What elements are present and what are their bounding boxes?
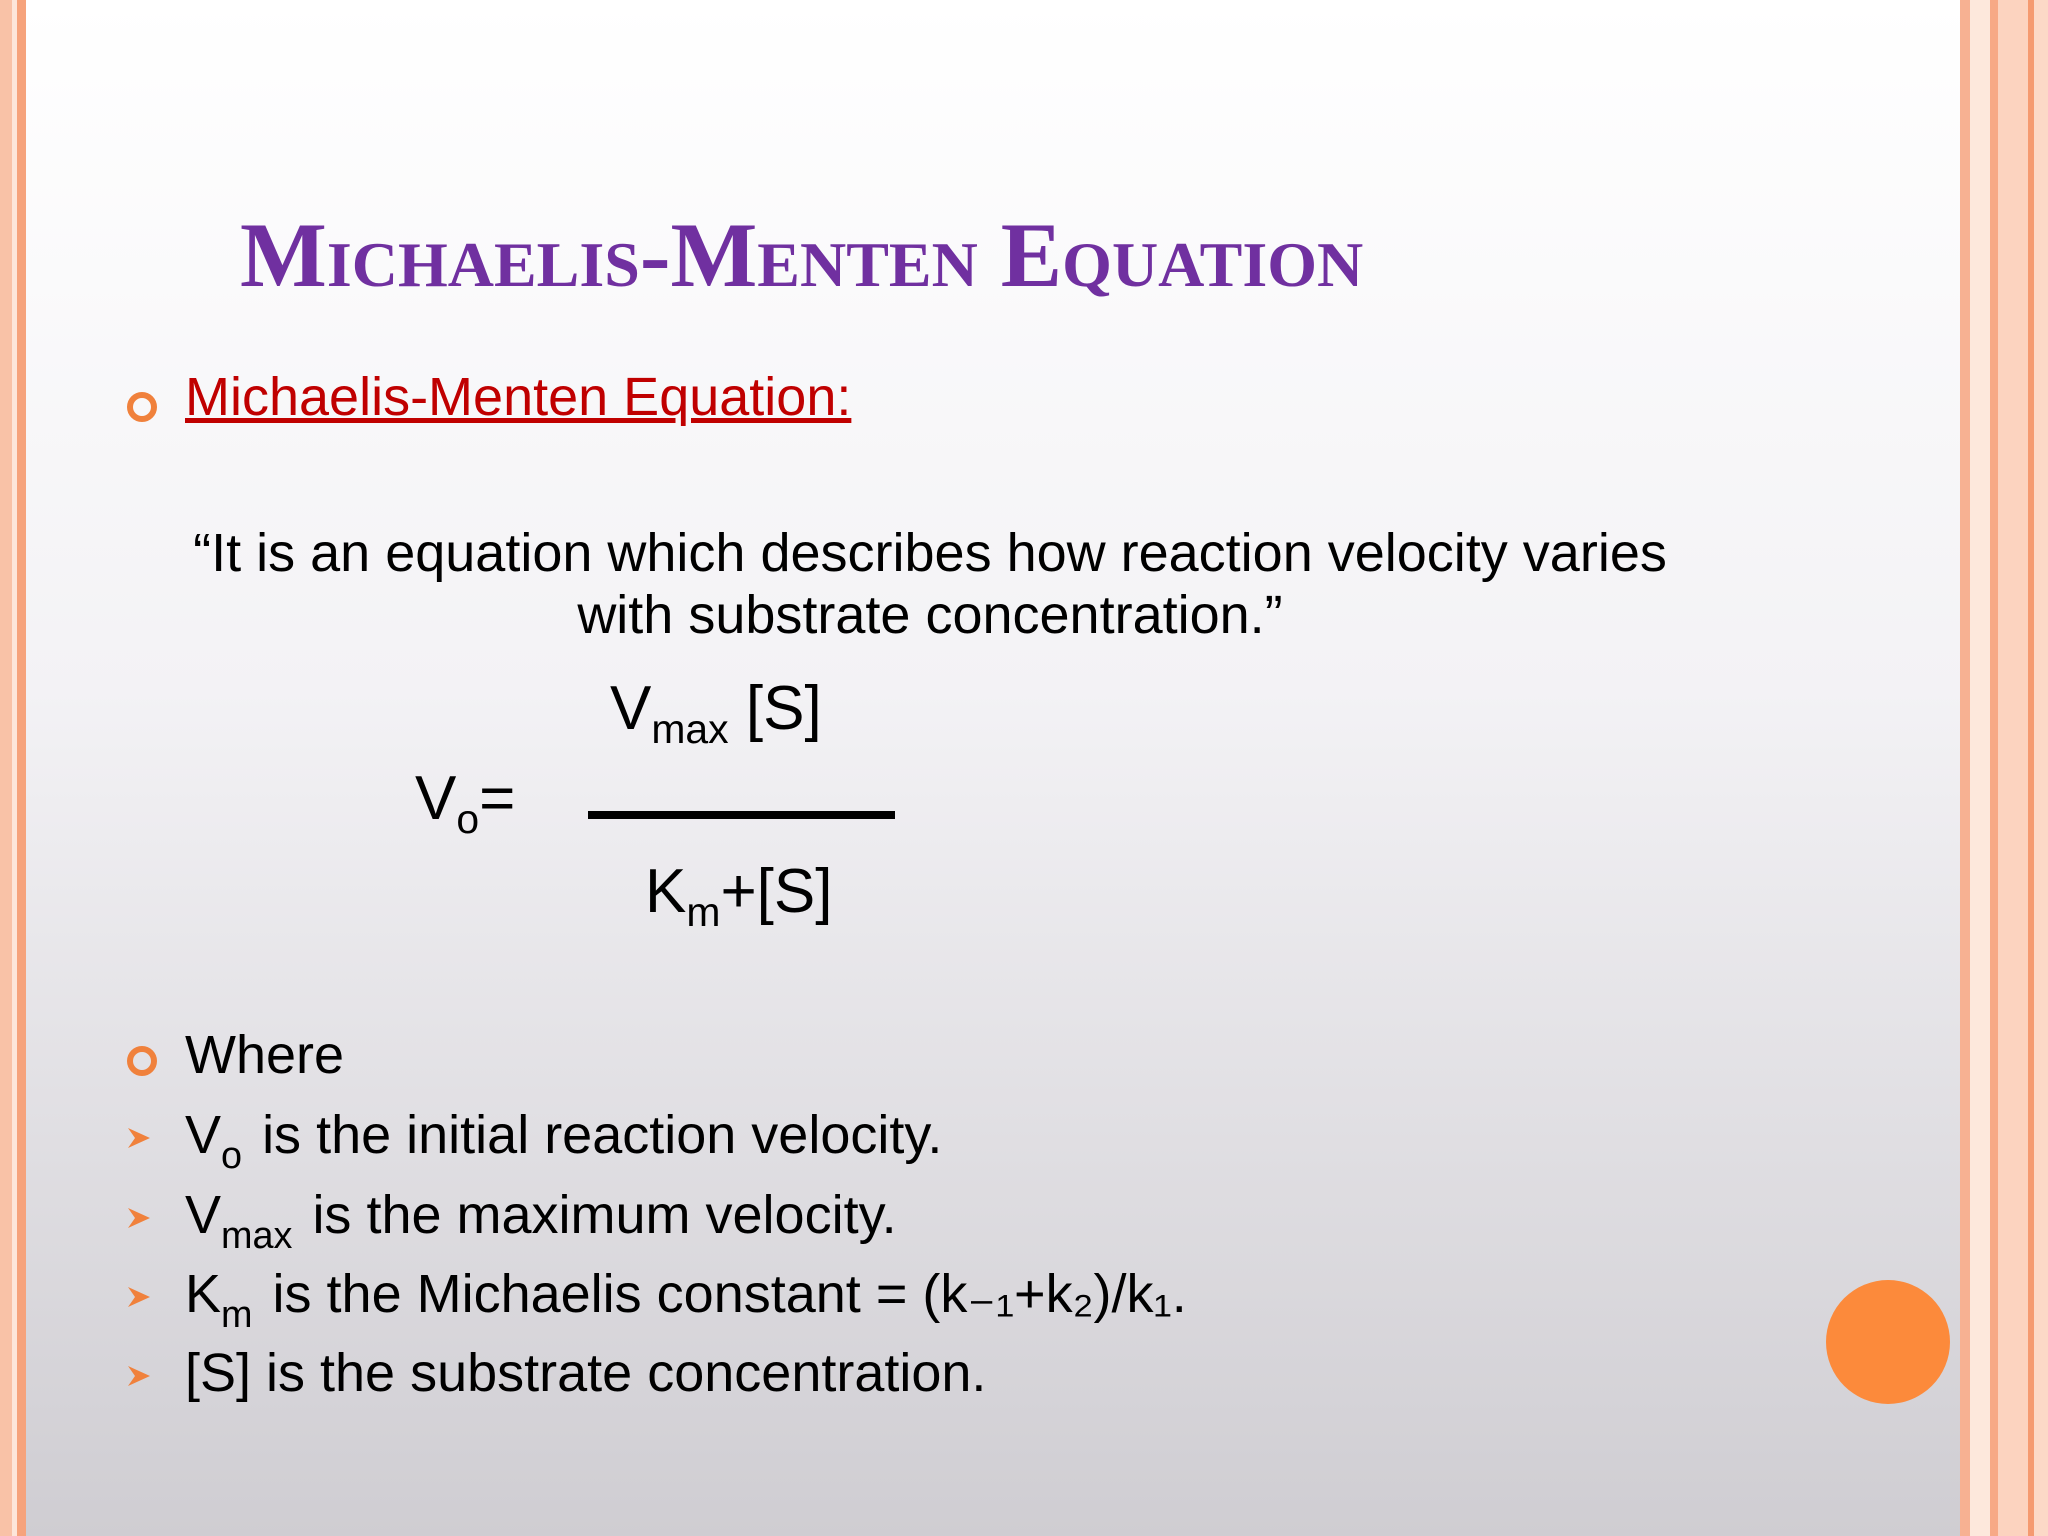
right-border-stripe (1998, 0, 2028, 1536)
where-label: Where (185, 1025, 345, 1085)
equation-numerator (610, 672, 822, 752)
right-border-stripe (2034, 0, 2048, 1536)
right-border-stripe (1970, 0, 1990, 1536)
num-symbol: V (610, 674, 652, 743)
quote-line: with substrate concentration.” (577, 585, 1283, 645)
orange-dot-icon (1826, 1280, 1950, 1404)
arrow-bullet-icon (125, 1124, 153, 1152)
num-subscript: max (651, 706, 729, 753)
lhs-subscript: o (456, 796, 480, 843)
fraction-bar (588, 811, 895, 819)
definition-text: is the maximum velocity. (312, 1185, 897, 1245)
definition-symbol: V (185, 1185, 222, 1245)
definition-subscript: max (221, 1215, 293, 1258)
num-rest: [S] (728, 674, 822, 743)
arrow-bullet-icon (125, 1283, 153, 1311)
definition-item (185, 1100, 942, 1176)
definition-quote (150, 522, 1710, 646)
definition-item (185, 1259, 1187, 1335)
den-subscript: m (686, 889, 721, 936)
equation-denominator (645, 855, 832, 935)
heading-link[interactable]: Michaelis-Menten Equation: (185, 367, 852, 427)
definition-text: is the Michaelis constant = (k₋₁+k₂)/k₁. (272, 1264, 1187, 1324)
arrow-bullet-icon (125, 1362, 153, 1390)
right-border-stripe (1990, 0, 1998, 1536)
quote-line: “It is an equation which describes how reaction velocity varies (193, 523, 1667, 583)
slide-title: Michaelis-Menten Equation (240, 204, 1364, 306)
arrow-bullet-icon (125, 1204, 153, 1232)
circle-bullet-icon (127, 392, 157, 422)
lhs-symbol: V (415, 764, 457, 833)
left-border-stripe (0, 0, 12, 1536)
definition-symbol: K (185, 1264, 222, 1324)
den-rest: +[S] (720, 857, 833, 926)
right-border-stripe (1960, 0, 1970, 1536)
circle-bullet-icon (127, 1046, 157, 1076)
definition-text: is the initial reaction velocity. (262, 1105, 943, 1165)
definition-subscript: m (221, 1294, 253, 1337)
definition-symbol: V (185, 1105, 222, 1165)
den-symbol: K (645, 857, 687, 926)
definition-subscript: o (221, 1135, 243, 1178)
equation-lhs (415, 762, 515, 842)
definition-item (185, 1180, 897, 1256)
definition-item (185, 1338, 986, 1408)
left-border-stripe (17, 0, 26, 1536)
lhs-equals: = (479, 764, 516, 833)
definition-text: [S] is the substrate concentration. (185, 1343, 987, 1403)
